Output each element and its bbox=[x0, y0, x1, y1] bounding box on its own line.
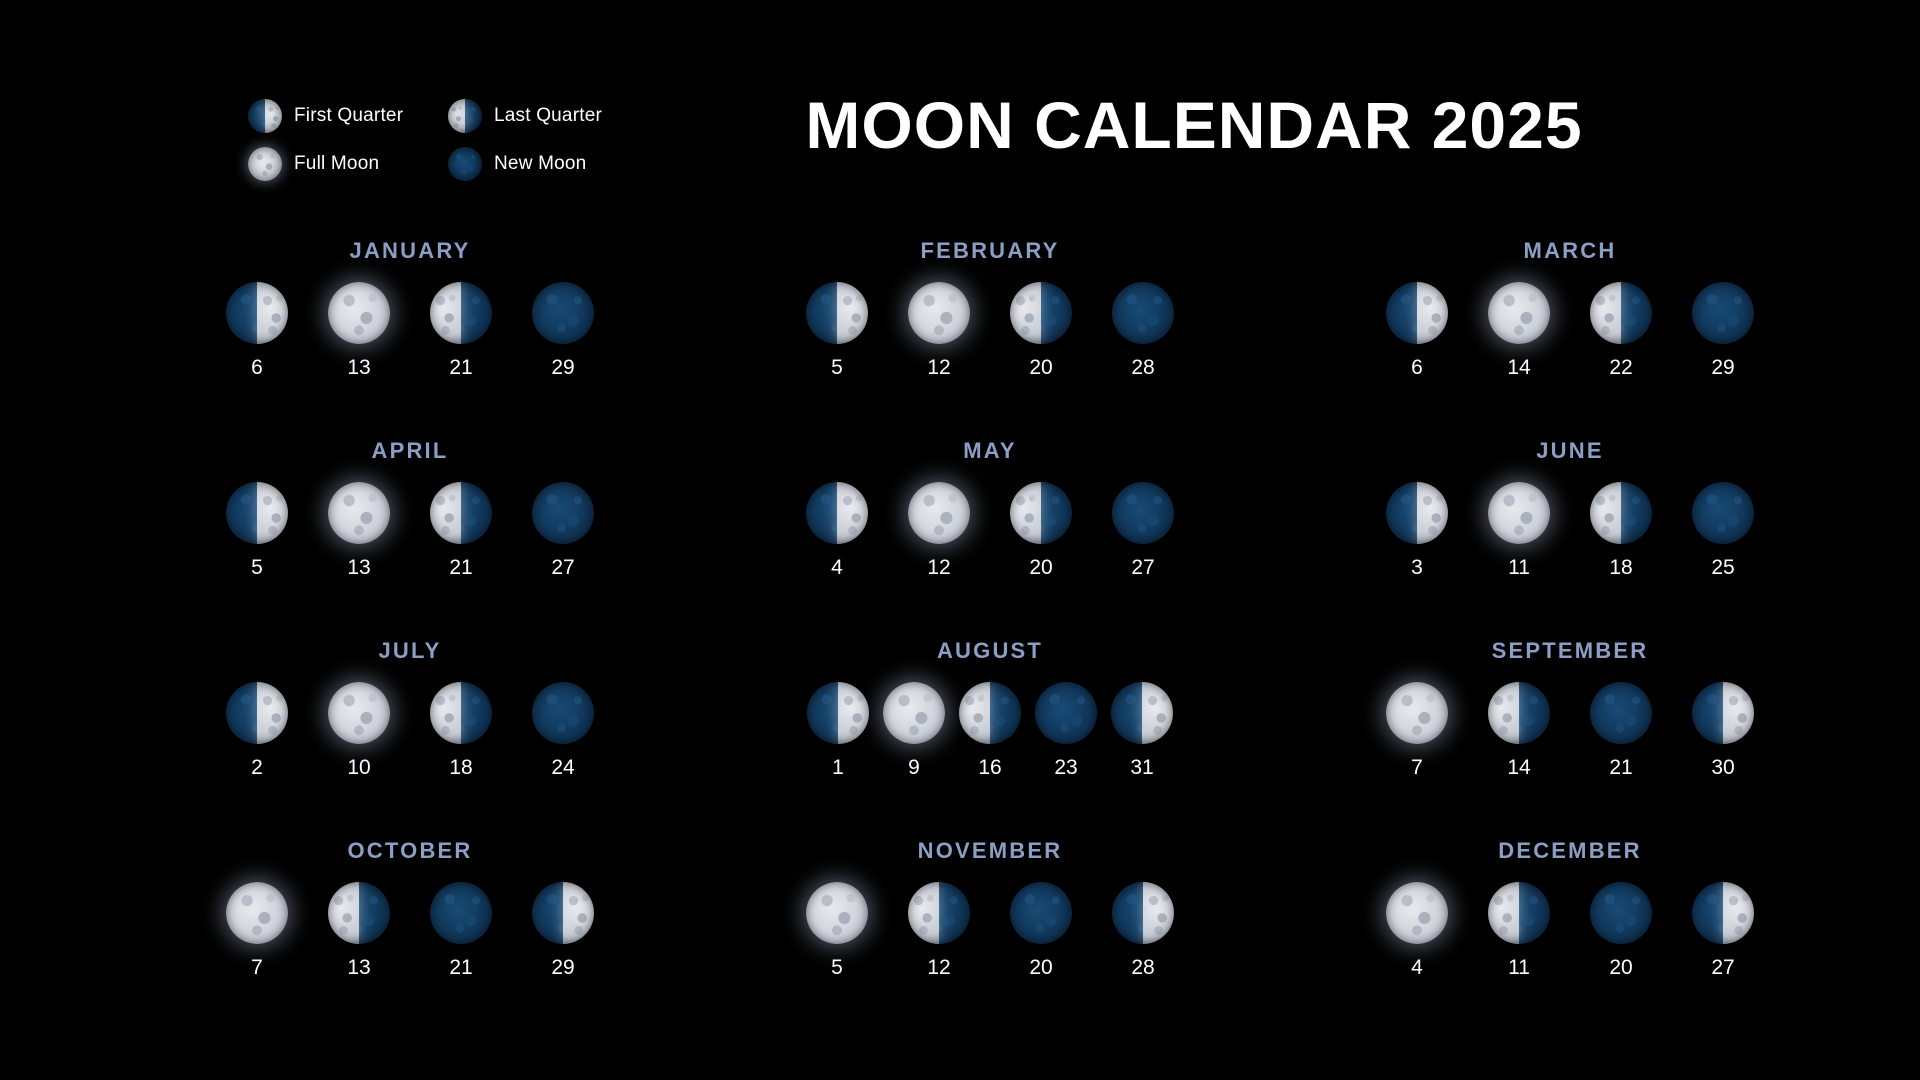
phase-day-number: 11 bbox=[1508, 956, 1530, 979]
phase-day-number: 20 bbox=[1029, 556, 1053, 579]
phase-cell[interactable] bbox=[1377, 282, 1457, 380]
phase-cell[interactable] bbox=[1001, 882, 1081, 980]
month-block bbox=[120, 638, 700, 838]
calendar-grid bbox=[120, 238, 1860, 1038]
moon-lit-area bbox=[838, 682, 869, 744]
last-moon-icon bbox=[1488, 882, 1550, 944]
phase-cell[interactable] bbox=[1479, 482, 1559, 580]
phase-cell[interactable] bbox=[881, 682, 947, 780]
month-name: SEPTEMBER bbox=[1491, 638, 1649, 663]
month-block bbox=[1280, 638, 1860, 838]
moon-lit-area bbox=[430, 282, 461, 344]
phase-cell[interactable] bbox=[1581, 882, 1661, 980]
moon-dark-disc bbox=[248, 147, 282, 181]
phase-day-number: 6 bbox=[251, 356, 263, 379]
new-moon-icon bbox=[1035, 682, 1097, 744]
new-moon-icon bbox=[448, 147, 482, 181]
moon-dark-disc bbox=[1692, 682, 1754, 744]
phase-day-number: 14 bbox=[1507, 756, 1531, 779]
phase-row bbox=[805, 682, 1175, 780]
phase-row bbox=[1377, 682, 1763, 780]
phase-day-number: 31 bbox=[1130, 756, 1154, 779]
moon-lit-area bbox=[1142, 682, 1173, 744]
moon-dark-disc bbox=[1386, 682, 1448, 744]
phase-cell[interactable] bbox=[1033, 682, 1099, 780]
phase-day-number: 30 bbox=[1711, 756, 1735, 779]
phase-row bbox=[217, 482, 603, 580]
phase-day-number: 20 bbox=[1029, 956, 1053, 979]
phase-day-number: 4 bbox=[831, 556, 843, 579]
phase-day-number: 2 bbox=[251, 756, 263, 779]
phase-day-number: 27 bbox=[1131, 556, 1155, 579]
month-block bbox=[700, 638, 1280, 838]
moon-lit-area bbox=[1143, 882, 1174, 944]
moon-lit-area bbox=[1010, 282, 1041, 344]
month-block bbox=[120, 838, 700, 1038]
moon-lit-area bbox=[430, 482, 461, 544]
first-moon-icon bbox=[532, 882, 594, 944]
moon-lit-area bbox=[1723, 682, 1754, 744]
phase-day-number: 18 bbox=[1609, 556, 1633, 579]
first-moon-icon bbox=[806, 282, 868, 344]
phase-day-number: 20 bbox=[1029, 356, 1053, 379]
phase-day-number: 25 bbox=[1711, 556, 1735, 579]
phase-cell[interactable] bbox=[1683, 682, 1763, 780]
moon-lit-area bbox=[1590, 282, 1621, 344]
phase-cell[interactable] bbox=[523, 882, 603, 980]
moon-dark-disc bbox=[248, 99, 282, 133]
month-name: JULY bbox=[378, 638, 442, 663]
phase-day-number: 21 bbox=[449, 556, 473, 579]
phase-cell[interactable] bbox=[1479, 282, 1559, 380]
moon-dark-disc bbox=[1488, 882, 1550, 944]
moon-lit-area bbox=[883, 682, 945, 744]
legend-label: Full Moon bbox=[294, 153, 380, 174]
last-moon-icon bbox=[1010, 482, 1072, 544]
moon-dark-disc bbox=[1590, 282, 1652, 344]
moon-dark-disc bbox=[1692, 882, 1754, 944]
full-moon-icon bbox=[248, 147, 282, 181]
month-name: MAY bbox=[963, 438, 1017, 463]
first-moon-icon bbox=[807, 682, 869, 744]
phase-day-number: 13 bbox=[347, 356, 371, 379]
phase-row bbox=[217, 882, 603, 980]
month-name: JUNE bbox=[1536, 438, 1604, 463]
phase-day-number: 5 bbox=[831, 956, 843, 979]
last-moon-icon bbox=[1488, 682, 1550, 744]
moon-dark-disc bbox=[1488, 282, 1550, 344]
moon-dark-disc bbox=[226, 682, 288, 744]
legend-item bbox=[248, 99, 448, 133]
phase-day-number: 29 bbox=[551, 356, 575, 379]
first-moon-icon bbox=[248, 99, 282, 133]
phase-cell[interactable] bbox=[1103, 282, 1183, 380]
phase-day-number: 27 bbox=[551, 556, 575, 579]
month-name: APRIL bbox=[371, 438, 449, 463]
phase-day-number: 6 bbox=[1411, 356, 1423, 379]
legend-label: New Moon bbox=[494, 153, 587, 174]
phase-day-number: 22 bbox=[1609, 356, 1633, 379]
moon-lit-area bbox=[257, 482, 288, 544]
phase-row bbox=[1377, 282, 1763, 380]
moon-dark-disc bbox=[1386, 482, 1448, 544]
new-moon-icon bbox=[532, 282, 594, 344]
phase-cell[interactable] bbox=[421, 682, 501, 780]
moon-dark-disc bbox=[1112, 482, 1174, 544]
month-name: JANUARY bbox=[349, 238, 471, 263]
phase-day-number: 29 bbox=[1711, 356, 1735, 379]
phase-cell[interactable] bbox=[1683, 882, 1763, 980]
month-name: MARCH bbox=[1523, 238, 1617, 263]
last-moon-icon bbox=[430, 682, 492, 744]
first-moon-icon bbox=[226, 282, 288, 344]
phase-day-number: 21 bbox=[1609, 756, 1633, 779]
phase-cell[interactable] bbox=[1683, 282, 1763, 380]
moon-dark-disc bbox=[1386, 882, 1448, 944]
phase-day-number: 7 bbox=[1411, 756, 1423, 779]
phase-legend bbox=[248, 92, 648, 188]
moon-dark-disc bbox=[448, 147, 482, 181]
phase-row bbox=[1377, 882, 1763, 980]
last-moon-icon bbox=[1010, 282, 1072, 344]
phase-cell[interactable] bbox=[421, 282, 501, 380]
moon-lit-area bbox=[908, 882, 939, 944]
phase-day-number: 21 bbox=[449, 956, 473, 979]
moon-dark-disc bbox=[430, 682, 492, 744]
phase-day-number: 3 bbox=[1411, 556, 1423, 579]
month-name: OCTOBER bbox=[347, 838, 473, 863]
moon-lit-area bbox=[563, 882, 594, 944]
moon-dark-disc bbox=[1590, 482, 1652, 544]
phase-day-number: 12 bbox=[927, 356, 951, 379]
phase-row bbox=[217, 282, 603, 380]
moon-dark-disc bbox=[1692, 282, 1754, 344]
phase-cell[interactable] bbox=[899, 282, 979, 380]
phase-cell[interactable] bbox=[1377, 482, 1457, 580]
full-moon-icon bbox=[908, 482, 970, 544]
phase-day-number: 21 bbox=[449, 356, 473, 379]
phase-day-number: 5 bbox=[831, 356, 843, 379]
new-moon-icon bbox=[532, 482, 594, 544]
phase-cell[interactable] bbox=[217, 482, 297, 580]
month-block bbox=[120, 438, 700, 638]
new-moon-icon bbox=[1112, 482, 1174, 544]
phase-row bbox=[797, 282, 1183, 380]
moon-lit-area bbox=[328, 682, 390, 744]
moon-dark-disc bbox=[806, 282, 868, 344]
full-moon-icon bbox=[328, 482, 390, 544]
phase-cell[interactable] bbox=[805, 682, 871, 780]
phase-day-number: 5 bbox=[251, 556, 263, 579]
new-moon-icon bbox=[430, 882, 492, 944]
phase-cell[interactable] bbox=[523, 482, 603, 580]
phase-day-number: 13 bbox=[347, 956, 371, 979]
phase-cell[interactable] bbox=[1109, 682, 1175, 780]
moon-dark-disc bbox=[1488, 482, 1550, 544]
phase-cell[interactable] bbox=[319, 882, 399, 980]
moon-dark-disc bbox=[532, 282, 594, 344]
moon-lit-area bbox=[328, 882, 359, 944]
moon-lit-area bbox=[959, 682, 990, 744]
moon-lit-area bbox=[908, 482, 970, 544]
phase-cell[interactable] bbox=[957, 682, 1023, 780]
moon-lit-area bbox=[265, 99, 282, 133]
first-moon-icon bbox=[226, 682, 288, 744]
moon-dark-disc bbox=[908, 482, 970, 544]
phase-cell[interactable] bbox=[217, 682, 297, 780]
last-moon-icon bbox=[1590, 282, 1652, 344]
moon-lit-area bbox=[1488, 882, 1519, 944]
phase-cell[interactable] bbox=[1581, 682, 1661, 780]
month-block bbox=[1280, 238, 1860, 438]
moon-dark-disc bbox=[1112, 882, 1174, 944]
moon-lit-area bbox=[1488, 482, 1550, 544]
new-moon-icon bbox=[1010, 882, 1072, 944]
first-moon-icon bbox=[1692, 882, 1754, 944]
first-moon-icon bbox=[1386, 282, 1448, 344]
moon-dark-disc bbox=[532, 482, 594, 544]
phase-cell[interactable] bbox=[217, 282, 297, 380]
phase-day-number: 28 bbox=[1131, 356, 1155, 379]
phase-cell[interactable] bbox=[1001, 482, 1081, 580]
phase-day-number: 4 bbox=[1411, 956, 1423, 979]
moon-dark-disc bbox=[1010, 282, 1072, 344]
phase-row bbox=[797, 482, 1183, 580]
moon-lit-area bbox=[430, 682, 461, 744]
phase-cell[interactable] bbox=[1479, 882, 1559, 980]
page-title: MOON CALENDAR 2025 bbox=[805, 88, 1583, 162]
full-moon-icon bbox=[1488, 282, 1550, 344]
new-moon-icon bbox=[1590, 882, 1652, 944]
moon-dark-disc bbox=[226, 282, 288, 344]
legend-item bbox=[448, 99, 648, 133]
moon-dark-disc bbox=[806, 882, 868, 944]
phase-day-number: 24 bbox=[551, 756, 575, 779]
moon-dark-disc bbox=[448, 99, 482, 133]
moon-lit-area bbox=[1488, 282, 1550, 344]
legend-item bbox=[248, 147, 448, 181]
last-moon-icon bbox=[430, 482, 492, 544]
phase-cell[interactable] bbox=[1001, 282, 1081, 380]
moon-dark-disc bbox=[959, 682, 1021, 744]
full-moon-icon bbox=[328, 682, 390, 744]
moon-dark-disc bbox=[1035, 682, 1097, 744]
moon-dark-disc bbox=[883, 682, 945, 744]
last-moon-icon bbox=[328, 882, 390, 944]
phase-cell[interactable] bbox=[899, 882, 979, 980]
first-moon-icon bbox=[226, 482, 288, 544]
moon-lit-area bbox=[248, 147, 282, 181]
last-moon-icon bbox=[908, 882, 970, 944]
phase-cell[interactable] bbox=[797, 282, 877, 380]
moon-lit-area bbox=[257, 282, 288, 344]
last-moon-icon bbox=[448, 99, 482, 133]
phase-day-number: 10 bbox=[347, 756, 371, 779]
phase-day-number: 13 bbox=[347, 556, 371, 579]
phase-day-number: 11 bbox=[1508, 556, 1530, 579]
moon-dark-disc bbox=[226, 482, 288, 544]
phase-cell[interactable] bbox=[421, 482, 501, 580]
phase-row bbox=[217, 682, 603, 780]
month-block bbox=[120, 238, 700, 438]
moon-dark-disc bbox=[1010, 482, 1072, 544]
moon-lit-area bbox=[806, 882, 868, 944]
moon-dark-disc bbox=[908, 882, 970, 944]
phase-cell[interactable] bbox=[797, 482, 877, 580]
full-moon-icon bbox=[883, 682, 945, 744]
moon-dark-disc bbox=[1010, 882, 1072, 944]
phase-day-number: 1 bbox=[832, 756, 844, 779]
moon-dark-disc bbox=[1112, 282, 1174, 344]
new-moon-icon bbox=[532, 682, 594, 744]
phase-day-number: 14 bbox=[1507, 356, 1531, 379]
moon-lit-area bbox=[1417, 482, 1448, 544]
moon-dark-disc bbox=[1111, 682, 1173, 744]
phase-day-number: 28 bbox=[1131, 956, 1155, 979]
phase-day-number: 18 bbox=[449, 756, 473, 779]
new-moon-icon bbox=[1692, 282, 1754, 344]
full-moon-icon bbox=[328, 282, 390, 344]
month-name: FEBRUARY bbox=[920, 238, 1060, 263]
moon-dark-disc bbox=[908, 282, 970, 344]
full-moon-icon bbox=[1488, 482, 1550, 544]
phase-day-number: 20 bbox=[1609, 956, 1633, 979]
phase-cell[interactable] bbox=[1479, 682, 1559, 780]
month-block bbox=[700, 838, 1280, 1038]
phase-cell[interactable] bbox=[523, 682, 603, 780]
moon-lit-area bbox=[908, 282, 970, 344]
moon-dark-disc bbox=[1590, 682, 1652, 744]
moon-dark-disc bbox=[226, 882, 288, 944]
moon-dark-disc bbox=[430, 882, 492, 944]
moon-dark-disc bbox=[1386, 282, 1448, 344]
moon-dark-disc bbox=[1692, 482, 1754, 544]
month-name: DECEMBER bbox=[1498, 838, 1642, 863]
moon-lit-area bbox=[328, 482, 390, 544]
phase-cell[interactable] bbox=[1377, 682, 1457, 780]
moon-dark-disc bbox=[806, 482, 868, 544]
moon-dark-disc bbox=[328, 882, 390, 944]
month-block bbox=[1280, 438, 1860, 638]
new-moon-icon bbox=[1112, 282, 1174, 344]
moon-lit-area bbox=[1488, 682, 1519, 744]
moon-lit-area bbox=[1590, 482, 1621, 544]
moon-lit-area bbox=[257, 682, 288, 744]
moon-lit-area bbox=[328, 282, 390, 344]
phase-cell[interactable] bbox=[1103, 482, 1183, 580]
first-moon-icon bbox=[806, 482, 868, 544]
phase-cell[interactable] bbox=[319, 682, 399, 780]
full-moon-icon bbox=[908, 282, 970, 344]
moon-lit-area bbox=[1386, 682, 1448, 744]
moon-lit-area bbox=[1386, 882, 1448, 944]
first-moon-icon bbox=[1386, 482, 1448, 544]
phase-day-number: 9 bbox=[908, 756, 920, 779]
month-block bbox=[700, 438, 1280, 638]
moon-dark-disc bbox=[807, 682, 869, 744]
phase-day-number: 12 bbox=[927, 956, 951, 979]
phase-day-number: 23 bbox=[1054, 756, 1078, 779]
moon-lit-area bbox=[837, 282, 868, 344]
month-name: AUGUST bbox=[936, 638, 1044, 663]
moon-dark-disc bbox=[532, 682, 594, 744]
phase-cell[interactable] bbox=[1377, 882, 1457, 980]
month-block bbox=[1280, 838, 1860, 1038]
legend-label: First Quarter bbox=[294, 105, 404, 126]
full-moon-icon bbox=[806, 882, 868, 944]
month-block bbox=[700, 238, 1280, 438]
phase-cell[interactable] bbox=[217, 882, 297, 980]
phase-cell[interactable] bbox=[421, 882, 501, 980]
phase-cell[interactable] bbox=[899, 482, 979, 580]
legend-label: Last Quarter bbox=[494, 105, 603, 126]
moon-dark-disc bbox=[532, 882, 594, 944]
phase-day-number: 27 bbox=[1711, 956, 1735, 979]
last-moon-icon bbox=[430, 282, 492, 344]
phase-cell[interactable] bbox=[1581, 482, 1661, 580]
moon-lit-area bbox=[1010, 482, 1041, 544]
first-moon-icon bbox=[1692, 682, 1754, 744]
phase-cell[interactable] bbox=[797, 882, 877, 980]
phase-cell[interactable] bbox=[1581, 282, 1661, 380]
phase-day-number: 16 bbox=[978, 756, 1002, 779]
phase-cell[interactable] bbox=[1683, 482, 1763, 580]
moon-dark-disc bbox=[328, 682, 390, 744]
full-moon-icon bbox=[1386, 682, 1448, 744]
phase-cell[interactable] bbox=[523, 282, 603, 380]
full-moon-icon bbox=[1386, 882, 1448, 944]
month-name: NOVEMBER bbox=[917, 838, 1063, 863]
phase-day-number: 29 bbox=[551, 956, 575, 979]
phase-cell[interactable] bbox=[1103, 882, 1183, 980]
full-moon-icon bbox=[226, 882, 288, 944]
moon-lit-area bbox=[226, 882, 288, 944]
phase-cell[interactable] bbox=[319, 282, 399, 380]
new-moon-icon bbox=[1590, 682, 1652, 744]
moon-dark-disc bbox=[430, 282, 492, 344]
moon-lit-area bbox=[1723, 882, 1754, 944]
moon-lit-area bbox=[1417, 282, 1448, 344]
phase-row bbox=[1377, 482, 1763, 580]
phase-cell[interactable] bbox=[319, 482, 399, 580]
moon-dark-disc bbox=[328, 482, 390, 544]
first-moon-icon bbox=[1112, 882, 1174, 944]
last-moon-icon bbox=[959, 682, 1021, 744]
moon-dark-disc bbox=[1488, 682, 1550, 744]
moon-dark-disc bbox=[328, 282, 390, 344]
last-moon-icon bbox=[1590, 482, 1652, 544]
first-moon-icon bbox=[1111, 682, 1173, 744]
legend-item bbox=[448, 147, 648, 181]
phase-day-number: 12 bbox=[927, 556, 951, 579]
moon-dark-disc bbox=[1590, 882, 1652, 944]
moon-lit-area bbox=[448, 99, 465, 133]
phase-day-number: 7 bbox=[251, 956, 263, 979]
phase-row bbox=[797, 882, 1183, 980]
moon-dark-disc bbox=[430, 482, 492, 544]
new-moon-icon bbox=[1692, 482, 1754, 544]
moon-lit-area bbox=[837, 482, 868, 544]
